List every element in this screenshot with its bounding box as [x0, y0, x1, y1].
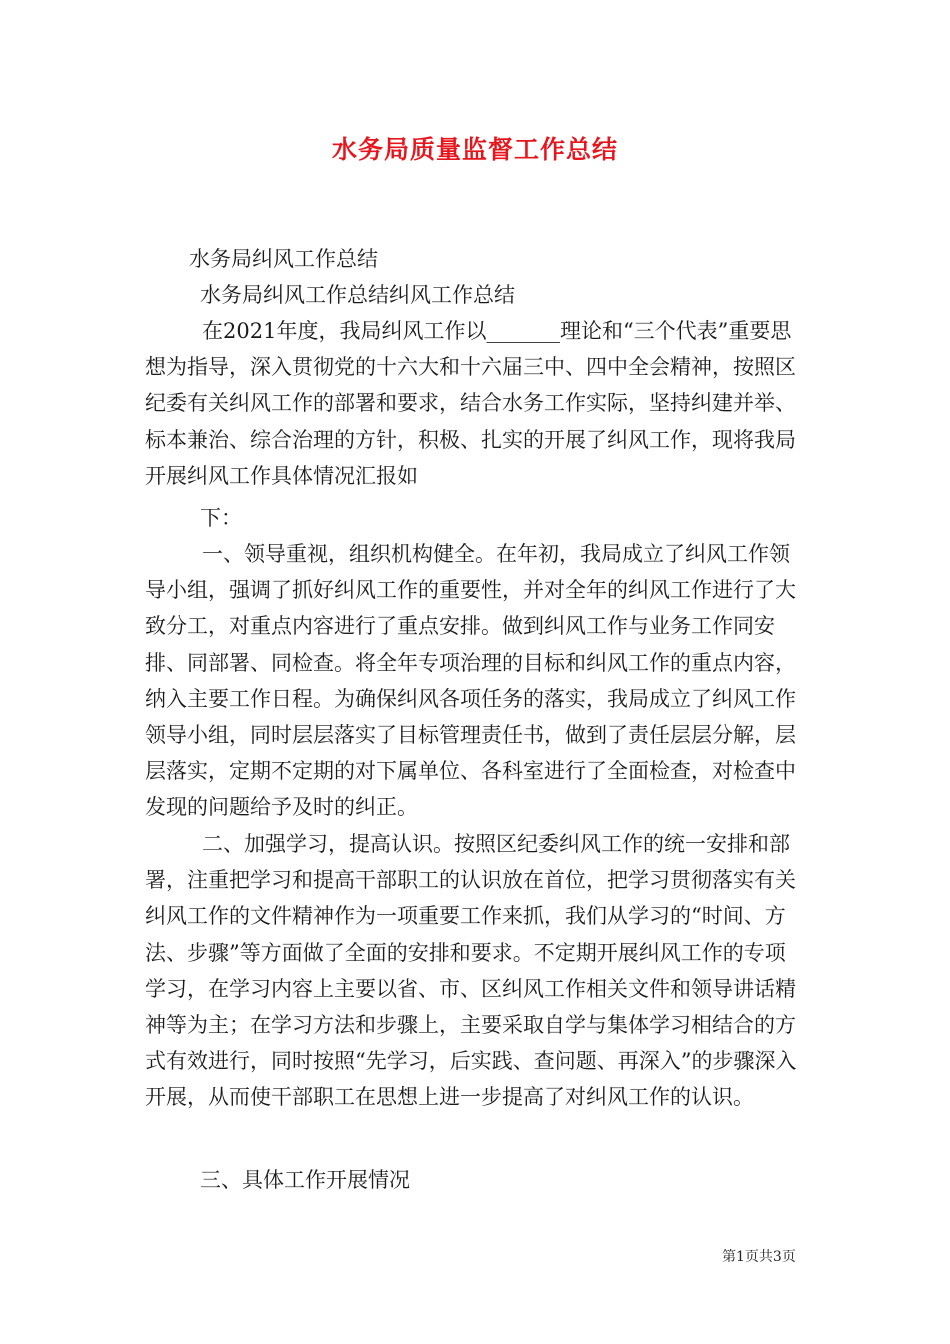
subtitle-line-2: 水务局纠风工作总结纠风工作总结 [200, 283, 515, 307]
paragraph-intro: 在2021年度，我局纠风工作以_______理论和“三个代表”重要思想为指导，深入贯彻党的十六大和十六届三中、四中全会精神，按照区纪委有关纠风工作的部署和要求，结合水务工作实际，坚持纠建并举、标本兼治、综合治理的方针，积极、扎实的开展了纠风工作，现将我局开展纠风工作具体情况汇报如 [145, 319, 796, 488]
subtitle-line: 水务局纠风工作总结 [189, 247, 378, 271]
paragraph-section-2: 二、加强学习，提高认识。按照区纪委纠风工作的统一安排和部署，注重把学习和提高干部职工的认识放在首位，把学习贯彻落实有关纠风工作的文件精神作为一项重要工作来抓，我们从学习的“时间、方法、步骤”等方面做了全面的安排和要求。不定期开展纠风工作的专项学习，在学习内容上主要以省、市、区纠风工作相关文件和领导讲话精神等为主；在学习方法和步骤上，主要采取自学与集体学习相结合的方式有效进行，同时按照“先学习，后实践、查问题、再深入”的步骤深入开展，从而使干部职工在思想上进一步提高了对纠风工作的认识。 [145, 832, 797, 1110]
paragraph-intro-end: 下： [200, 506, 242, 530]
document-title: 水务局质量监督工作总结 [331, 135, 618, 164]
page-number: 第1页共3页 [722, 1249, 796, 1265]
section-3-heading: 三、具体工作开展情况 [200, 1168, 410, 1192]
paragraph-section-1: 一、领导重视，组织机构健全。在年初，我局成立了纠风工作领导小组，强调了抓好纠风工作的重要性，并对全年的纠风工作进行了大致分工，对重点内容进行了重点安排。做到纠风工作与业务工作同安排、同部署、同检查。将全年专项治理的目标和纠风工作的重点内容，纳入主要工作日程。为确保纠风各项任务的落实，我局成立了纠风工作领导小组，同时层层落实了目标管理责任书，做到了责任层层分解，层层落实，定期不定期的对下属单位、各科室进行了全面检查，对检查中发现的问题给予及时的纠正。 [145, 542, 796, 820]
